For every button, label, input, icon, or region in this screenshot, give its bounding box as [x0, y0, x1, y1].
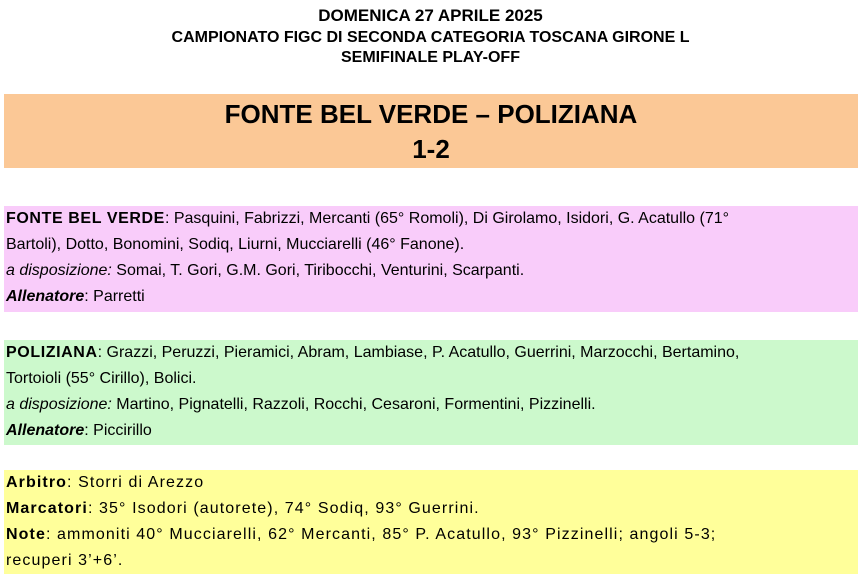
home-coach	[6, 284, 856, 310]
home-coach-label: Allenatore	[6, 288, 85, 305]
away-lineup	[6, 340, 856, 366]
home-team-name: FONTE BEL VERDE	[6, 210, 165, 227]
match-score: 1-2	[412, 134, 450, 164]
away-coach-name: : Piccirillo	[84, 422, 152, 439]
away-subs	[6, 392, 856, 418]
referee-value: : Storri di Arezzo	[67, 474, 205, 491]
home-subs-list: Somai, T. Gori, G.M. Gori, Tiribocchi, Venturini, Scarpanti.	[111, 262, 525, 279]
home-team-block	[4, 206, 858, 312]
match-header	[0, 5, 861, 67]
home-coach-name: : Parretti	[84, 288, 145, 305]
championship-title: CAMPIONATO FIGC DI SECONDA CATEGORIA TOSCANA GIRONE L	[171, 29, 690, 46]
phase-title: SEMIFINALE PLAY-OFF	[341, 49, 520, 66]
scorers-label: Marcatori	[6, 500, 88, 517]
home-lineup	[6, 206, 856, 232]
away-team-name: POLIZIANA	[6, 344, 98, 361]
home-subs	[6, 258, 856, 284]
match-date: DOMENICA 27 APRILE 2025	[318, 6, 543, 25]
scorers-value: : 35° Isodori (autorete), 74° Sodiq, 93° Guerrini.	[87, 500, 480, 517]
away-subs-label: a disposizione:	[6, 396, 112, 413]
referee-line	[6, 470, 856, 496]
away-lineup-line1: : Grazzi, Peruzzi, Pieramici, Abram, Lambiase, P. Acatullo, Guerrini, Marzocchi, Bertamino,	[97, 344, 740, 361]
home-subs-label: a disposizione:	[6, 262, 112, 279]
notes-value: : ammoniti 40° Mucciarelli, 62° Mercanti, 85° P. Acatullo, 93° Pizzinelli; angoli 5-3;	[45, 526, 717, 543]
away-lineup-line2: Tortoioli (55° Cirillo), Bolici.	[6, 370, 197, 387]
home-lineup-line1: : Pasquini, Fabrizzi, Mercanti (65° Romoli), Di Girolamo, Isidori, G. Acatullo (71°	[164, 210, 730, 227]
notes-label: Note	[6, 526, 46, 543]
scorers-line	[6, 496, 856, 522]
away-subs-list: Martino, Pignatelli, Razzoli, Rocchi, Cesaroni, Formentini, Pizzinelli.	[111, 396, 596, 413]
notes-line2: recuperi 3’+6’.	[6, 552, 124, 569]
away-coach	[6, 418, 856, 444]
match-teams: FONTE BEL VERDE – POLIZIANA	[224, 99, 638, 129]
away-team-block	[4, 340, 858, 445]
referee-label: Arbitro	[6, 474, 68, 491]
match-info-block	[4, 470, 858, 574]
match-banner	[4, 94, 858, 168]
away-coach-label: Allenatore	[6, 422, 85, 439]
home-lineup-line2: Bartoli), Dotto, Bonomini, Sodiq, Liurni, Mucciarelli (46° Fanone).	[6, 236, 465, 253]
notes-line	[6, 522, 856, 548]
